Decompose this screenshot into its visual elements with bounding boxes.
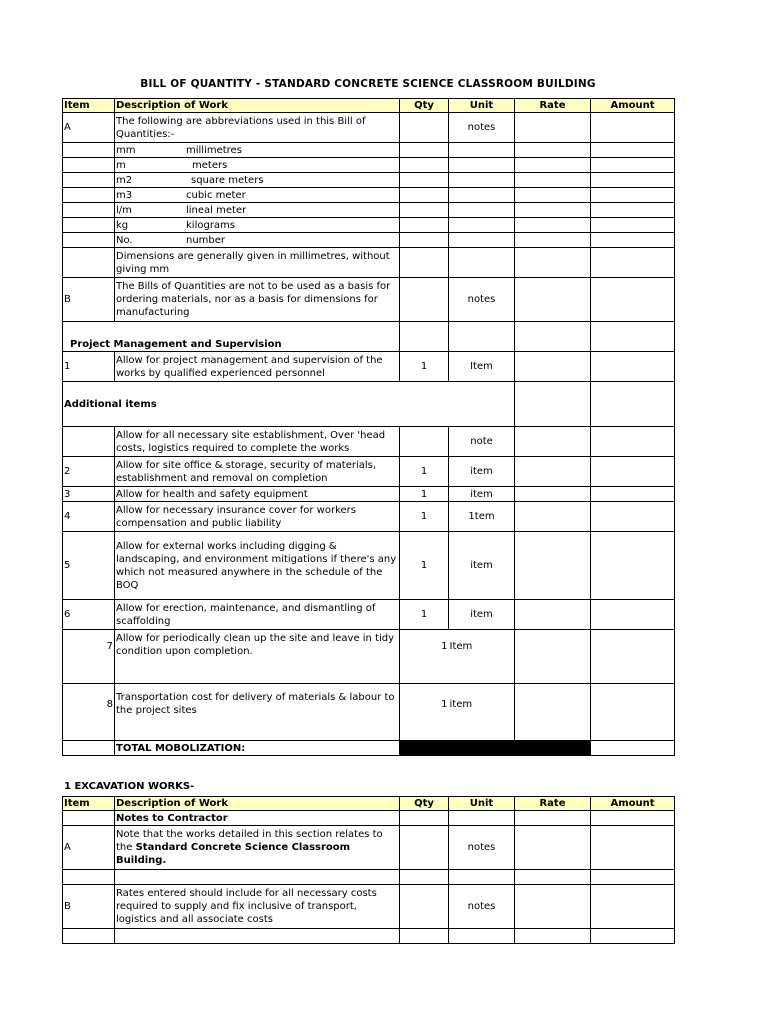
description-cell: Allow for health and safety equipment (115, 487, 400, 502)
qty-cell: 1 (400, 630, 449, 684)
description-cell: Allow for periodically clean up the site and leave in tidy condition upon completion. (115, 630, 400, 684)
unit-cell: item (449, 487, 515, 502)
item-cell: 5 (63, 532, 115, 600)
unit-cell: item (449, 532, 515, 600)
table-row (63, 870, 675, 885)
abbreviation-meaning: millimetres (186, 144, 242, 156)
abbreviation: No. (116, 234, 133, 246)
abbreviation-row (63, 188, 675, 203)
building-name: Standard Concrete Science Classroom Building. (116, 842, 351, 866)
abbreviation: mm (116, 144, 136, 156)
total-row (63, 741, 675, 756)
unit-cell: item (449, 684, 515, 741)
unit-cell: Item (449, 630, 515, 684)
description-cell: Allow for external works including digging & landscaping, and environment mitigations if there's any which not measured anywhere in the schedule of the BOQ (115, 532, 400, 600)
item-cell: A (63, 826, 115, 870)
table-row (63, 929, 675, 944)
qty-cell: 1 (400, 487, 449, 502)
table-row (63, 600, 675, 630)
unit-cell: notes (449, 278, 515, 322)
description-cell: Rates entered should include for all necessary costs required to supply and fix inclusive of transport, logistics and all associate costs (115, 885, 400, 929)
header-qty: Qty (400, 99, 449, 113)
header-description: Description of Work (115, 797, 400, 811)
abbreviation-row (63, 203, 675, 218)
description-cell: Transportation cost for delivery of materials & labour to the project sites (115, 684, 400, 741)
additional-items-heading: Additional items (63, 382, 515, 427)
unit-cell: notes (449, 113, 515, 143)
qty-cell: 1 (400, 684, 449, 741)
table-row (63, 885, 675, 929)
qty-cell: 1 (400, 457, 449, 487)
item-cell: 8 (63, 684, 115, 741)
header-row (63, 99, 675, 113)
item-cell: 7 (63, 630, 115, 684)
excavation-section-title: 1 EXCAVATION WORKS- (64, 781, 195, 792)
abbreviation: m (116, 159, 126, 171)
table-row (63, 457, 675, 487)
table-row (63, 278, 675, 322)
header-unit: Unit (449, 797, 515, 811)
description-cell: Note that the works detailed in this section relates to the Standard Concrete Science Classroom Building. (115, 826, 400, 870)
description-cell: The following are abbreviations used in this Bill of Quantities:- (115, 113, 400, 143)
abbreviation-meaning: cubic meter (186, 189, 246, 201)
table-row (63, 248, 675, 278)
abbreviation-meaning: kilograms (186, 219, 236, 231)
item-cell: 6 (63, 600, 115, 630)
header-qty: Qty (400, 797, 449, 811)
unit-cell: item (449, 600, 515, 630)
notes-to-contractor-heading: Notes to Contractor (115, 811, 400, 826)
abbreviation-meaning: lineal meter (186, 204, 247, 216)
description-cell: Allow for site office & storage, security of materials, establishment and removal on completion (115, 457, 400, 487)
item-cell: B (63, 885, 115, 929)
table-row (63, 352, 675, 382)
header-unit: Unit (449, 99, 515, 113)
unit-cell: notes (449, 826, 515, 870)
description-cell: Allow for project management and supervision of the works by qualified experienced personnel (115, 352, 400, 382)
description-cell: Allow for all necessary site establishment, Over 'head costs, logistics required to complete the works (115, 427, 400, 457)
table-row (63, 502, 675, 532)
header-description: Description of Work (115, 99, 400, 113)
description-cell: Allow for erection, maintenance, and dismantling of scaffolding (115, 600, 400, 630)
total-label: TOTAL MOBOLIZATION: (115, 741, 400, 756)
item-cell: A (63, 113, 115, 143)
item-cell: 2 (63, 457, 115, 487)
header-item: Item (63, 99, 115, 113)
table-row (63, 487, 675, 502)
mobilization-table (62, 98, 675, 756)
table-row (63, 826, 675, 870)
abbreviation-row (63, 218, 675, 233)
table-row (63, 811, 675, 826)
item-cell: 1 (63, 352, 115, 382)
header-rate: Rate (515, 797, 591, 811)
abbreviation-row (63, 233, 675, 248)
abbreviation: m2 (116, 174, 133, 186)
unit-cell: item (449, 457, 515, 487)
dimensions-note: Dimensions are generally given in millimetres, without giving mm (115, 248, 400, 278)
description-cell: The Bills of Quantities are not to be used as a basis for ordering materials, nor as a basis for dimensions for manufacturing (115, 278, 400, 322)
project-management-heading: Project Management and Supervision (63, 322, 400, 352)
abbreviation-row (63, 173, 675, 188)
description-cell: Allow for necessary insurance cover for workers compensation and public liability (115, 502, 400, 532)
qty-cell: 1 (400, 532, 449, 600)
header-rate: Rate (515, 99, 591, 113)
section-heading-row (63, 382, 675, 427)
table-row (63, 684, 675, 741)
abbreviation-meaning: square meters (191, 174, 264, 186)
item-cell: 4 (63, 502, 115, 532)
abbreviation-meaning: meters (192, 159, 228, 171)
item-cell: B (63, 278, 115, 322)
table-row (63, 532, 675, 600)
table-row (63, 113, 675, 143)
unit-cell: notes (449, 885, 515, 929)
qty-cell: 1 (400, 600, 449, 630)
abbreviation: l/m (116, 204, 132, 216)
qty-cell: 1 (400, 352, 449, 382)
section-heading-row (63, 322, 675, 352)
header-amount: Amount (591, 797, 675, 811)
qty-cell: 1 (400, 502, 449, 532)
abbreviation-row (63, 158, 675, 173)
page-title: BILL OF QUANTITY - STANDARD CONCRETE SCIENCE CLASSROOM BUILDING (140, 78, 596, 90)
item-cell: 3 (63, 487, 115, 502)
header-row (63, 797, 675, 811)
abbreviation-meaning: number (186, 234, 226, 246)
total-blackout (400, 741, 449, 756)
excavation-table (62, 796, 675, 944)
table-row (63, 630, 675, 684)
abbreviation-row (63, 143, 675, 158)
unit-cell: 1tem (449, 502, 515, 532)
abbreviation: kg (116, 219, 129, 231)
table-row (63, 427, 675, 457)
unit-cell: Item (449, 352, 515, 382)
abbreviation: m3 (116, 189, 133, 201)
header-amount: Amount (591, 99, 675, 113)
unit-cell: note (449, 427, 515, 457)
header-item: Item (63, 797, 115, 811)
